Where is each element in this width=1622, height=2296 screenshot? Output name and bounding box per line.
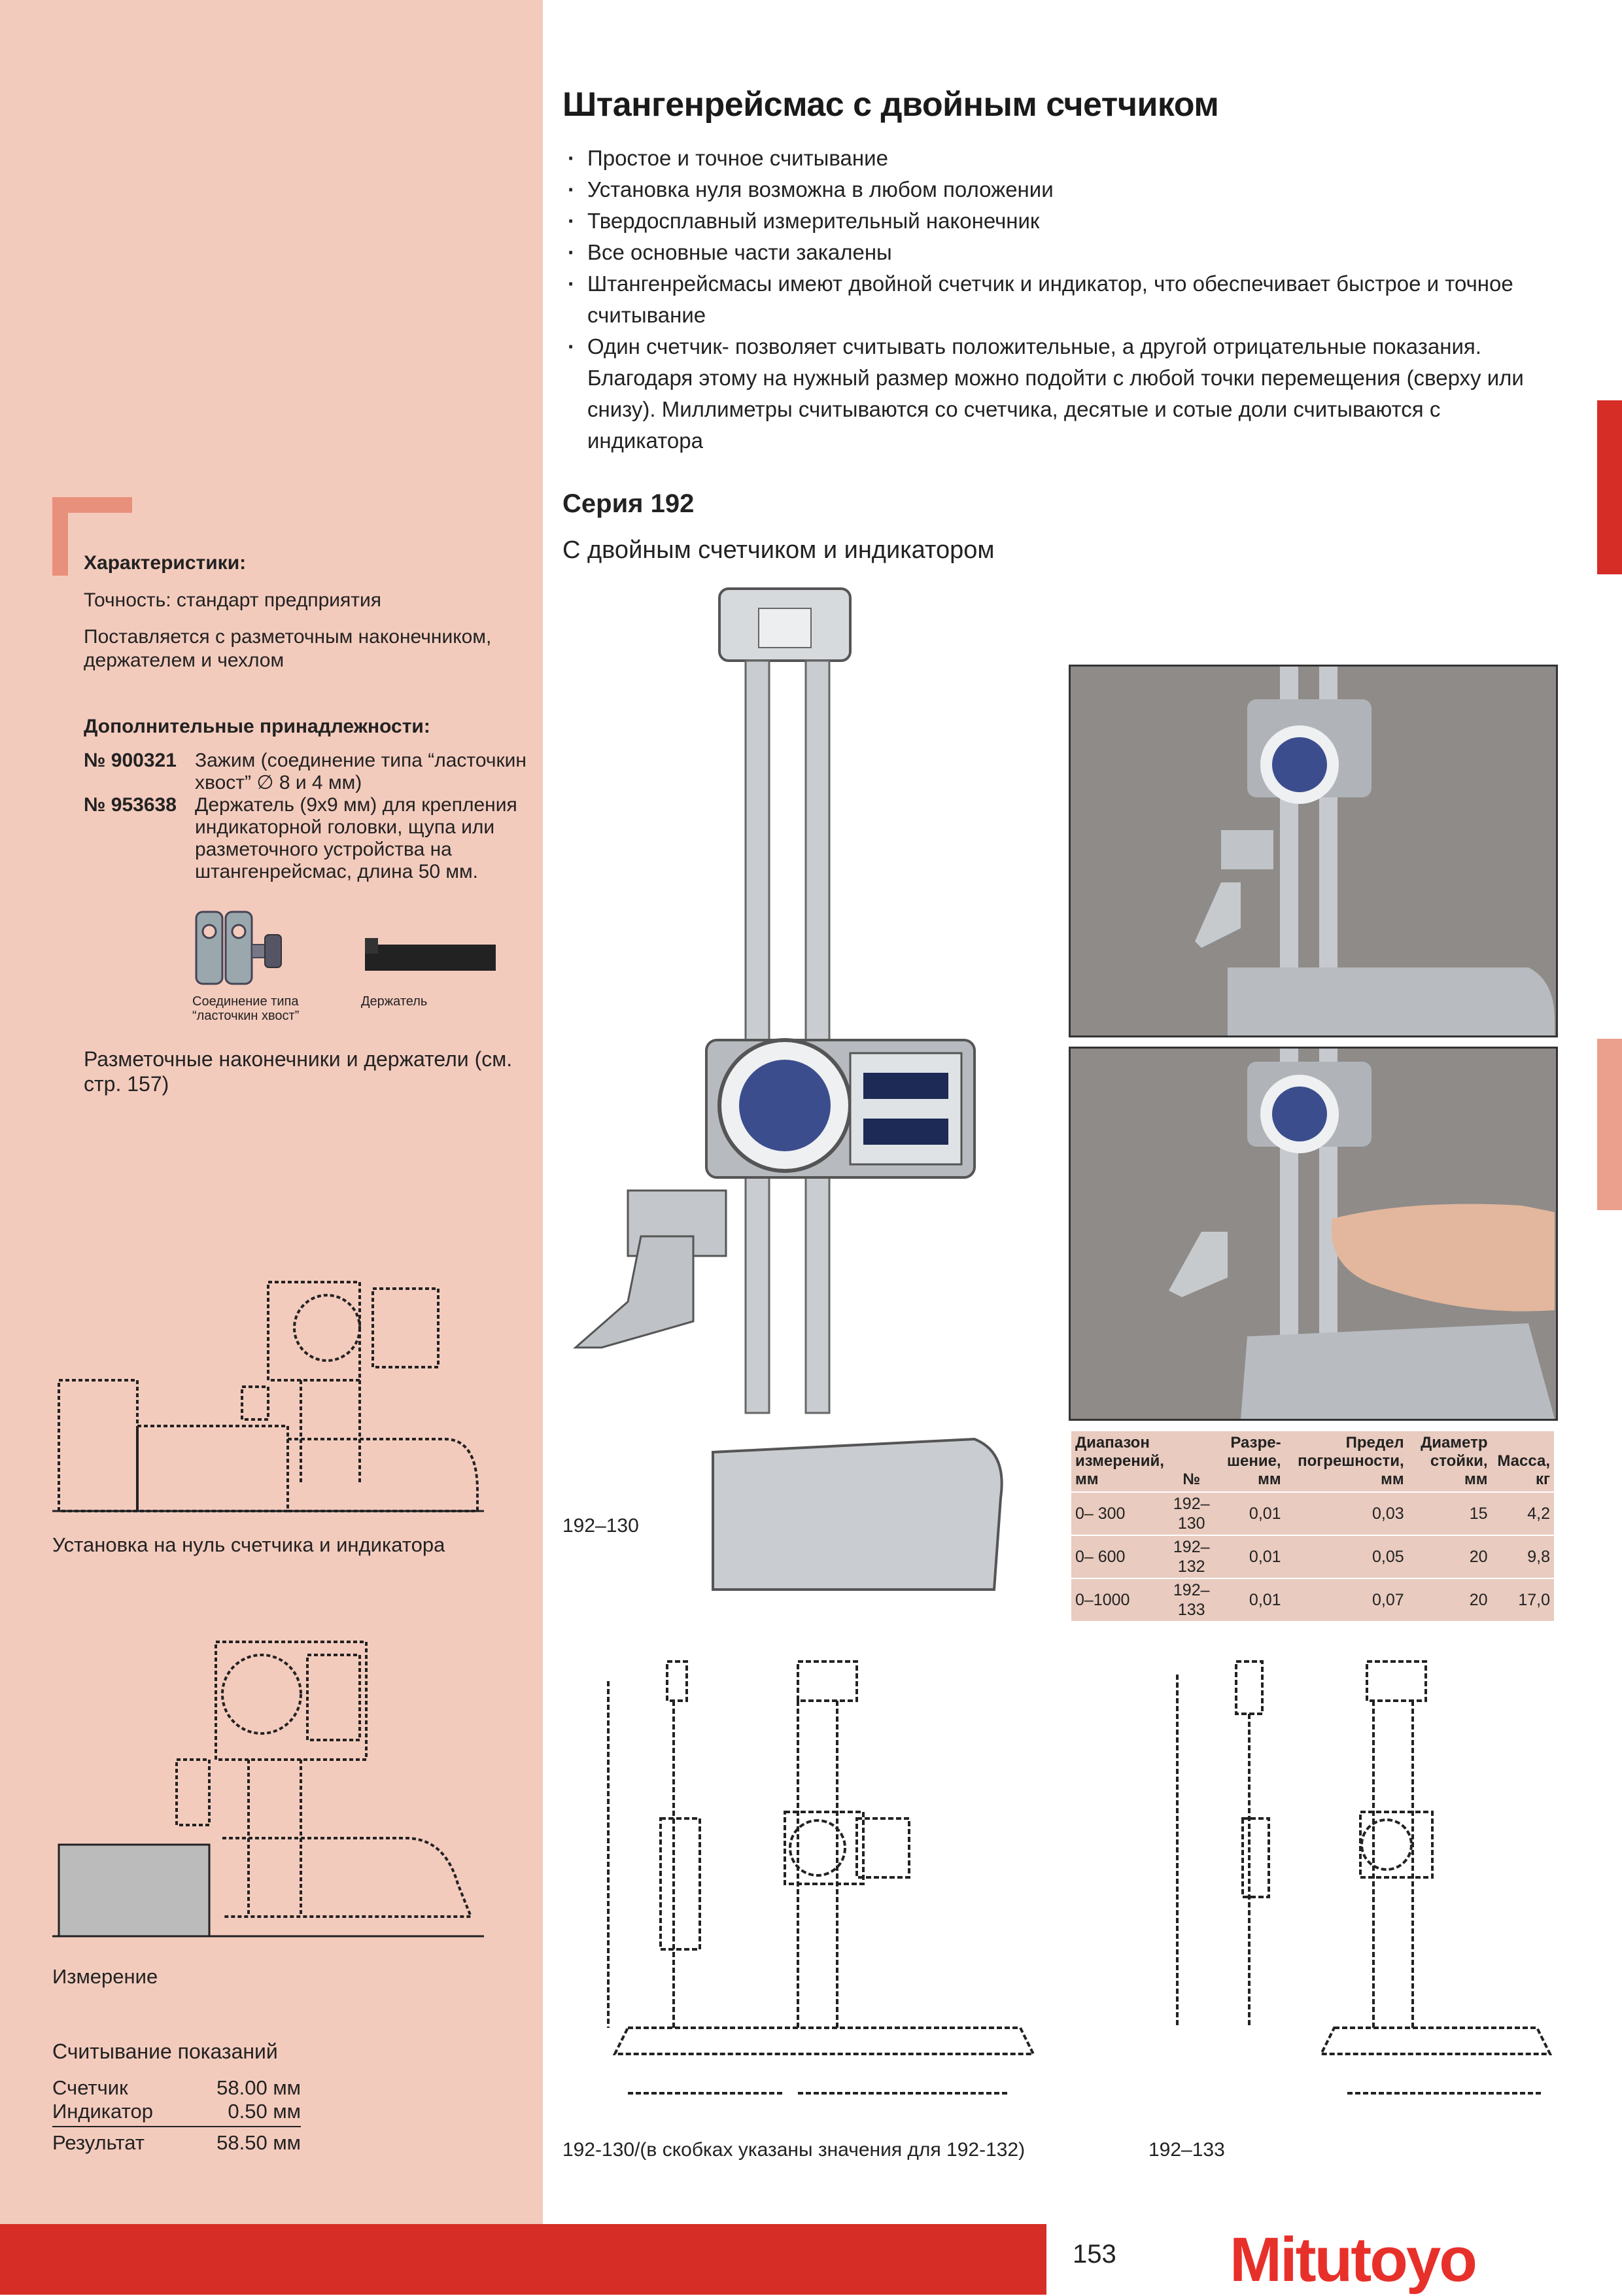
- drawing-caption-left: 192-130/(в скобках указаны значения для 192-132): [562, 2139, 1026, 2161]
- reading-label: Счетчик: [52, 2076, 128, 2099]
- reading-heading: Считывание показаний: [52, 2040, 278, 2063]
- scribers-note: Разметочные наконечники и держатели (см. стр. 157): [84, 1047, 513, 1096]
- column-header: Диапазон измерений, мм: [1075, 1434, 1164, 1488]
- table-row: [1071, 1492, 1554, 1535]
- brand-logo: Mitutoyo: [1230, 2225, 1475, 2295]
- feature-item: · Один счетчик- позволяет считывать положительные, а другой отрицательные показания. Благодаря этому на нужный размер можно подойти с любой точки перемещения (сверху или снизу). Миллиметры считываются со счетчика, десятые и сотые доли считываются с индикатора: [562, 331, 1557, 457]
- reading-row: [52, 2100, 301, 2123]
- page-number: 153: [1073, 2240, 1116, 2269]
- table-cell: 20: [1408, 1535, 1492, 1578]
- feature-item: · Все основные части закалены: [562, 237, 1557, 268]
- feature-item: · Штангенрейсмасы имеют двойной счетчик и индикатор, что обеспечивает быстрое и точное считывание: [562, 268, 1557, 331]
- edge-tab-salmon: [1597, 1039, 1622, 1210]
- column-header: №: [1182, 1470, 1201, 1488]
- left-sidebar: [0, 0, 543, 2295]
- edge-tab-red: [1597, 400, 1622, 574]
- technical-drawing-192-133: [1151, 1622, 1557, 2119]
- drawing-caption-right: 192–133: [1148, 2139, 1225, 2161]
- column-header: Предел погрешности, мм: [1298, 1434, 1404, 1488]
- feature-item: · Простое и точное считывание: [562, 143, 1557, 174]
- accessories-list: [84, 750, 528, 883]
- table-cell: 20: [1408, 1578, 1492, 1621]
- reading-value: 0.50 мм: [228, 2100, 301, 2123]
- photo-measurement-hand: [1069, 1047, 1558, 1421]
- feature-item: · Твердосплавный измерительный наконечник: [562, 205, 1557, 237]
- photo-gauge-closeup: [1069, 665, 1558, 1037]
- accuracy-text: Точность: стандарт предприятия: [84, 589, 382, 611]
- table-cell: 0,01: [1215, 1578, 1285, 1621]
- column-header: Масса, кг: [1497, 1452, 1550, 1488]
- page-title: Штангенрейсмас с двойным счетчиком: [562, 86, 1219, 124]
- reading-value: 58.00 мм: [216, 2076, 301, 2099]
- feature-item: · Установка нуля возможна в любом положении: [562, 174, 1557, 205]
- accessory-row: [84, 750, 528, 794]
- zero-setting-diagram: [52, 1243, 484, 1518]
- accessories-heading: Дополнительные принадлежности:: [84, 716, 430, 737]
- corner-mark-horizontal: [52, 497, 132, 513]
- table-cell: 0,07: [1285, 1578, 1408, 1621]
- technical-drawing-192-130: [589, 1622, 1046, 2119]
- dovetail-clamp-image: [190, 905, 288, 990]
- table-cell: 0,01: [1215, 1492, 1285, 1535]
- series-title: Серия 192: [562, 489, 695, 518]
- table-cell: 192–132: [1168, 1535, 1215, 1578]
- accessory-number: № 900321: [84, 750, 177, 771]
- table-cell: 0,01: [1215, 1535, 1285, 1578]
- height-gauge-image: [562, 582, 1020, 1603]
- reading-row: [52, 2076, 301, 2100]
- table-cell: 4,2: [1492, 1492, 1555, 1535]
- table-cell: 0,05: [1285, 1535, 1408, 1578]
- table-cell: 192–133: [1168, 1578, 1215, 1621]
- table-cell: 0,03: [1285, 1492, 1408, 1535]
- reading-label: Результат: [52, 2131, 145, 2154]
- clamp-caption: Соединение типа “ласточкин хвост”: [192, 994, 300, 1023]
- reading-value: 58.50 мм: [216, 2131, 301, 2154]
- measurement-caption: Измерение: [52, 1965, 158, 1988]
- holder-caption: Держатель: [361, 994, 428, 1009]
- measurement-diagram: [52, 1609, 484, 1949]
- accessory-row: [84, 794, 528, 883]
- reading-list: [52, 2076, 301, 2155]
- supplied-with-text: Поставляется с разметочным наконечником, держателем и чехлом: [84, 626, 492, 671]
- reading-row: [52, 2131, 301, 2155]
- spec-table: [1071, 1431, 1554, 1621]
- accessory-description: Держатель (9x9 мм) для крепления индикаторной головки, щупа или разметочного устройства на штангенрейсмас, длина 50 мм.: [195, 794, 517, 882]
- column-header: Диаметр стойки, мм: [1421, 1434, 1488, 1488]
- table-cell: 0– 600: [1071, 1535, 1168, 1578]
- table-row: [1071, 1578, 1554, 1621]
- footer-bar: [0, 2224, 1046, 2295]
- table-cell: 0–1000: [1071, 1578, 1168, 1621]
- table-cell: 15: [1408, 1492, 1492, 1535]
- feature-list: [562, 143, 1557, 457]
- spec-header-row: [1071, 1431, 1554, 1492]
- series-subtitle: С двойным счетчиком и индикатором: [562, 536, 995, 564]
- holder-image: [358, 931, 505, 984]
- table-cell: 192–130: [1168, 1492, 1215, 1535]
- main-image-caption: 192–130: [562, 1515, 639, 1537]
- accessory-description: Зажим (соединение типа “ласточкин хвост” ∅ 8 и 4 мм): [195, 750, 526, 793]
- table-cell: 9,8: [1492, 1535, 1555, 1578]
- table-cell: 17,0: [1492, 1578, 1555, 1621]
- table-row: [1071, 1535, 1554, 1578]
- characteristics-heading: Характеристики:: [84, 552, 247, 574]
- accessory-number: № 953638: [84, 794, 177, 816]
- zero-setting-caption: Установка на нуль счетчика и индикатора: [52, 1533, 445, 1556]
- table-cell: 0– 300: [1071, 1492, 1168, 1535]
- column-header: Разре- шение, мм: [1226, 1434, 1281, 1488]
- reading-divider: [52, 2126, 301, 2127]
- reading-label: Индикатор: [52, 2100, 153, 2123]
